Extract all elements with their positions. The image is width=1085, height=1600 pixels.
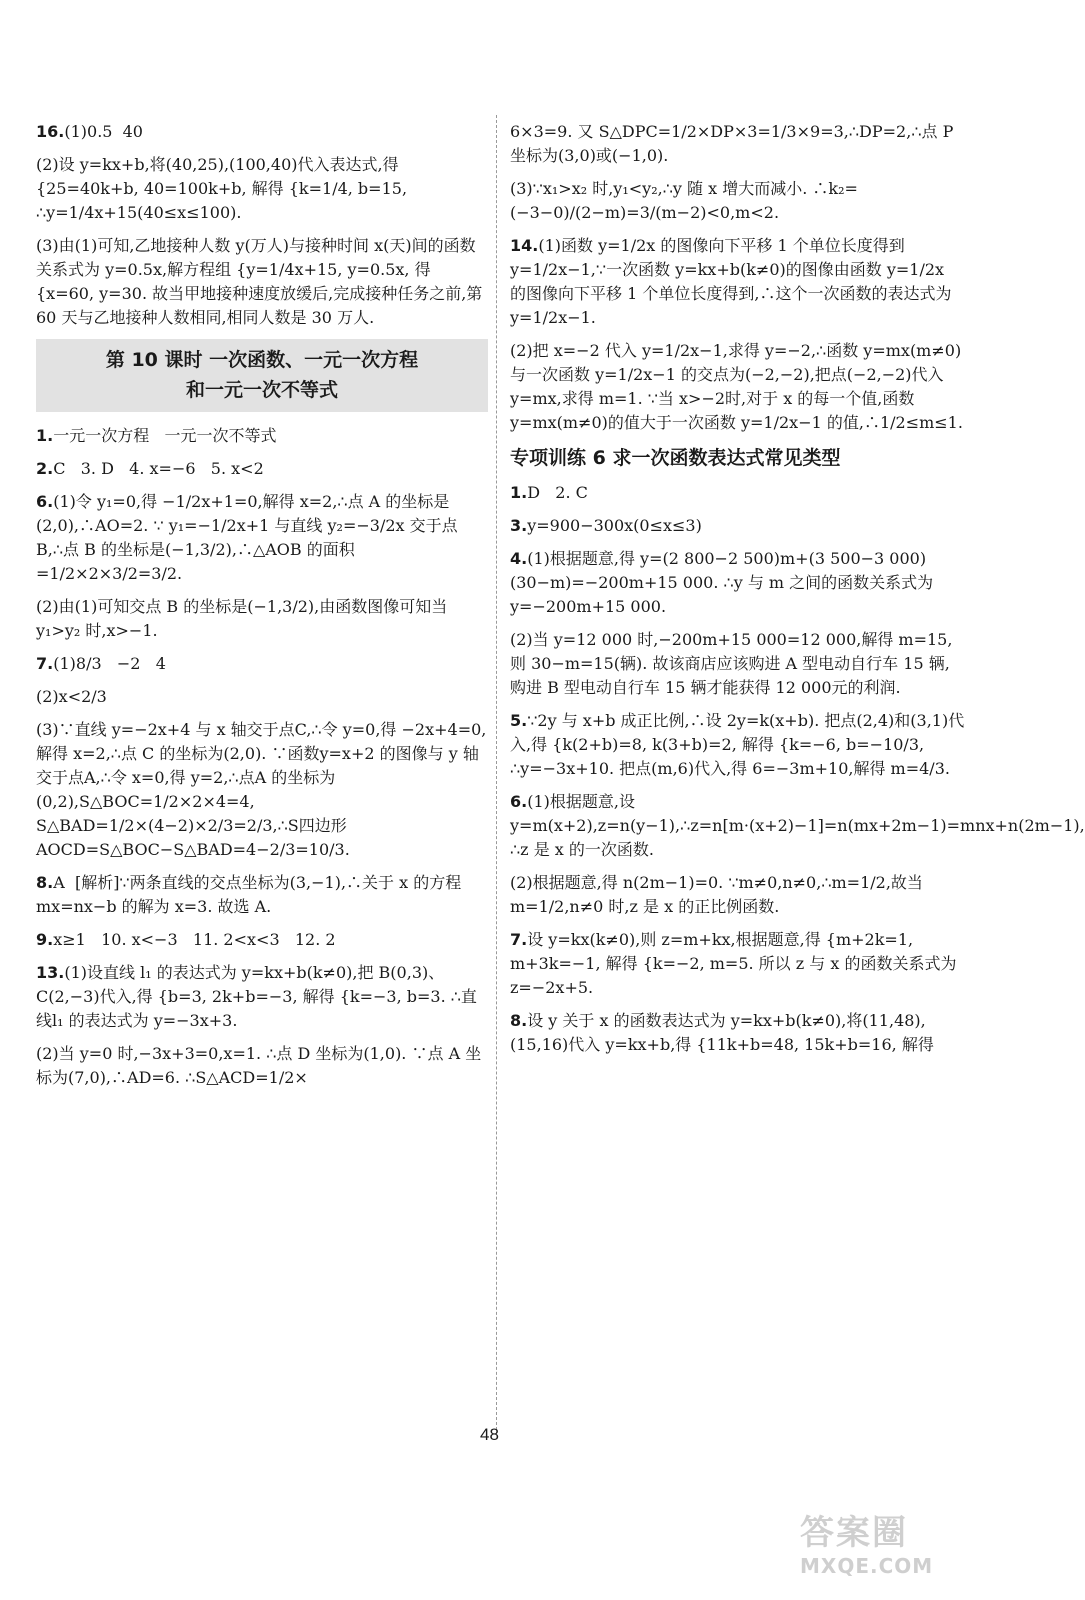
question-number: 4. — [510, 548, 528, 568]
right-column — [510, 120, 1085, 1066]
answer-paragraph — [36, 871, 488, 919]
answer-text: (2)把 x=−2 代入 y=1/2x−1,求得 y=−2,∴函数 y=mx(m≠0)与一次函数 y=1/2x−1 的交点为(−2,−2),把点(−2,−2)代入 y=mx,求得 m=1. ∵当 x>−2时,对于 x 的每一个值,函数 y=mx(m≠0)的值大于一次函数 y=1/2x−1 的值,∴1/2≤m≤1. — [510, 341, 963, 432]
answer-paragraph — [510, 790, 1085, 862]
answer-text: (2)当 y=0 时,−3x+3=0,x=1. ∴点 D 坐标为(1,0). ∵点 A 坐标为(7,0),∴AD=6. ∴S△ACD=1/2× — [36, 1043, 482, 1087]
left-column — [36, 120, 488, 1099]
answer-text: 设 y 关于 x 的函数表达式为 y=kx+b(k≠0),将(11,48),(15,16)代入 y=kx+b,得 {11k+b=48, 15k+b=16, 解得 — [510, 1010, 934, 1054]
watermark-top: 答案圈 — [800, 1513, 908, 1553]
answer-text: (3)∵直线 y=−2x+4 与 x 轴交于点C,∴令 y=0,得 −2x+4=0,解得 x=2,∴点 C 的坐标为(2,0). ∵函数y=x+2 的图像与 y 轴交于点A,∴令 x=0,得 y=2,∴点A 的坐标为(0,2),S△BOC=1/2×2×4=4, S△BAD=1/2×(4−2)×2/3=2/3,∴S四边形AOCD=S△BOC−S△BAD=4−2/3=10/3. — [36, 719, 487, 859]
answer-paragraph — [36, 595, 488, 643]
answer-paragraph — [36, 234, 488, 330]
question-number: 3. — [510, 515, 528, 535]
answer-text: (2)根据题意,得 n(2m−1)=0. ∵m≠0,n≠0,∴m=1/2,故当 m=1/2,n≠0 时,z 是 x 的正比例函数. — [510, 872, 929, 916]
answer-text: (1)根据题意,得 y=(2 800−2 500)m+(3 500−3 000)(30−m)=−200m+15 000. ∴y 与 m 之间的函数关系式为 y=−200m+15 000. — [510, 548, 939, 616]
left-blocks-before — [36, 120, 488, 330]
section-heading-special-training-6: 专项训练 6 求一次函数表达式常见类型 — [510, 447, 841, 469]
answer-text: (1)0.5 40 — [64, 122, 143, 141]
answer-paragraph — [36, 490, 488, 586]
question-number: 8. — [36, 872, 54, 892]
section-heading-lesson-10 — [36, 339, 488, 412]
answer-paragraph — [36, 1042, 488, 1090]
section-title-line1: 第 10 课时 一次函数、一元一次方程 — [105, 349, 419, 371]
question-number: 9. — [36, 929, 54, 949]
answer-text: (1)根据题意,设 y=m(x+2),z=n(y−1),∴z=n[m·(x+2)−1]=n(mx+2m−1)=mnx+n(2m−1), ∴z 是 x 的一次函数. — [510, 791, 1085, 859]
answer-paragraph — [510, 1009, 965, 1057]
answer-text: 6×3=9. 又 S△DPC=1/2×DP×3=1/3×9=3,∴DP=2,∴点 P 坐标为(3,0)或(−1,0). — [510, 122, 959, 165]
question-number: 6. — [36, 491, 54, 511]
answer-text: D 2. C — [527, 482, 588, 502]
answer-text: (1)函数 y=1/2x 的图像向下平移 1 个单位长度得到 y=1/2x−1,∵一次函数 y=kx+b(k≠0)的图像由函数 y=1/2x 的图像向下平移 1 个单位长度得到,∴这个一次函数的表达式为 y=1/2x−1. — [510, 236, 957, 327]
question-number: 5. — [510, 710, 528, 730]
watermark-bottom: MXQE.COM — [800, 1554, 934, 1578]
answer-text: (3)∵x₁>x₂ 时,y₁<y₂,∴y 随 x 增大而减小. ∴k₂=(−3−0)/(2−m)=3/(m−2)<0,m<2. — [510, 179, 858, 222]
question-number: 13. — [36, 962, 65, 982]
answer-text: (2)由(1)可知交点 B 的坐标是(−1,3/2),由函数图像可知当 y₁>y₂ 时,x>−1. — [36, 596, 453, 640]
answer-paragraph — [36, 652, 488, 676]
answer-text: 设 y=kx(k≠0),则 z=m+kx,根据题意,得 {m+2k=1, m+3k=−1, 解得 {k=−2, m=5. 所以 z 与 x 的函数关系式为 z=−2x+5. — [510, 929, 962, 997]
answer-paragraph — [36, 120, 488, 144]
column-divider — [496, 115, 497, 1435]
answer-paragraph — [36, 153, 488, 225]
answer-text: (3)由(1)可知,乙地接种人数 y(万人)与接种时间 x(天)间的函数关系式为 y=0.5x,解方程组 {y=1/4x+15, y=0.5x, 得 {x=60, y=30. 故当甲地接种速度放缓后,完成接种任务之前,第 60 天与乙地接种人数相同,相同人数是 30 万人. — [36, 236, 488, 327]
question-number: 7. — [36, 653, 54, 673]
answer-paragraph — [510, 481, 965, 505]
answer-paragraph — [36, 961, 488, 1033]
answer-text: (1)设直线 l₁ 的表达式为 y=kx+b(k≠0),把 B(0,3)、C(2,−3)代入,得 {b=3, 2k+b=−3, 解得 {k=−3, b=3. ∴直线l₁ 的表达式为 y=−3x+3. — [36, 962, 477, 1030]
question-number: 6. — [510, 791, 528, 811]
answer-paragraph — [510, 709, 965, 781]
answer-text: (2)x<2/3 — [36, 686, 107, 706]
left-blocks-after — [36, 424, 488, 1090]
section-title-line2: 和一元一次不等式 — [185, 379, 338, 402]
answer-paragraph — [510, 177, 965, 225]
answer-text: (1)8/3 −2 4 — [53, 653, 166, 673]
answer-text: (2)设 y=kx+b,将(40,25),(100,40)代入表达式,得 {25=40k+b, 40=100k+b, 解得 {k=1/4, b=15, ∴y=1/4x+15(40≤x≤100). — [36, 155, 413, 222]
question-number: 1. — [36, 425, 54, 445]
question-number: 2. — [36, 458, 54, 478]
answer-paragraph — [36, 457, 488, 481]
right-blocks-before — [510, 120, 965, 435]
right-blocks-after — [510, 481, 1085, 1057]
answer-paragraph — [510, 628, 965, 700]
question-number: 16. — [36, 122, 65, 141]
question-number: 7. — [510, 929, 528, 949]
watermark-logo — [800, 1505, 990, 1590]
answer-text: y=900−300x(0≤x≤3) — [527, 515, 702, 535]
answer-text: (1)令 y₁=0,得 −1/2x+1=0,解得 x=2,∴点 A 的坐标是(2,0),∴AO=2. ∵ y₁=−1/2x+1 与直线 y₂=−3/2x 交于点 B,∴点 B 的坐标是(−1,3/2),∴△AOB 的面积=1/2×2×3/2=3/2. — [36, 491, 463, 583]
question-number: 1. — [510, 482, 528, 502]
answer-text: x≥1 10. x<−3 11. 2<x<3 12. 2 — [53, 929, 336, 949]
question-number: 8. — [510, 1010, 528, 1030]
answer-paragraph — [510, 120, 965, 168]
answer-text: 一元一次方程 一元一次不等式 — [53, 425, 277, 445]
answer-paragraph — [36, 424, 488, 448]
answer-text: ∵2y 与 x+b 成正比例,∴设 2y=k(x+b). 把点(2,4)和(3,1)代入,得 {k(2+b)=8, k(3+b)=2, 解得 {k=−6, b=−10/3, ∴y=−3x+10. 把点(m,6)代入,得 6=−3m+10,解得 m=4/3. — [510, 710, 965, 778]
answer-paragraph — [510, 514, 965, 538]
answer-paragraph — [36, 685, 488, 709]
page-number: 48 — [480, 1425, 499, 1444]
answer-text: A [解析]∵两条直线的交点坐标为(3,−1),∴关于 x 的方程 mx=nx−b 的解为 x=3. 故选 A. — [36, 872, 467, 916]
answer-paragraph — [36, 928, 488, 952]
answer-paragraph — [510, 871, 965, 919]
answer-text: C 3. D 4. x=−6 5. x<2 — [53, 458, 264, 478]
answer-paragraph — [510, 339, 965, 435]
answer-paragraph — [510, 928, 965, 1000]
answer-paragraph — [36, 718, 488, 862]
question-number: 14. — [510, 236, 539, 255]
answer-paragraph — [510, 547, 965, 619]
answer-paragraph — [510, 234, 965, 330]
answer-text: (2)当 y=12 000 时,−200m+15 000=12 000,解得 m=15,则 30−m=15(辆). 故该商店应该购进 A 型电动自行车 15 辆,购进 B 型电动自行车 15 辆才能获得 12 000元的利润. — [510, 629, 953, 697]
